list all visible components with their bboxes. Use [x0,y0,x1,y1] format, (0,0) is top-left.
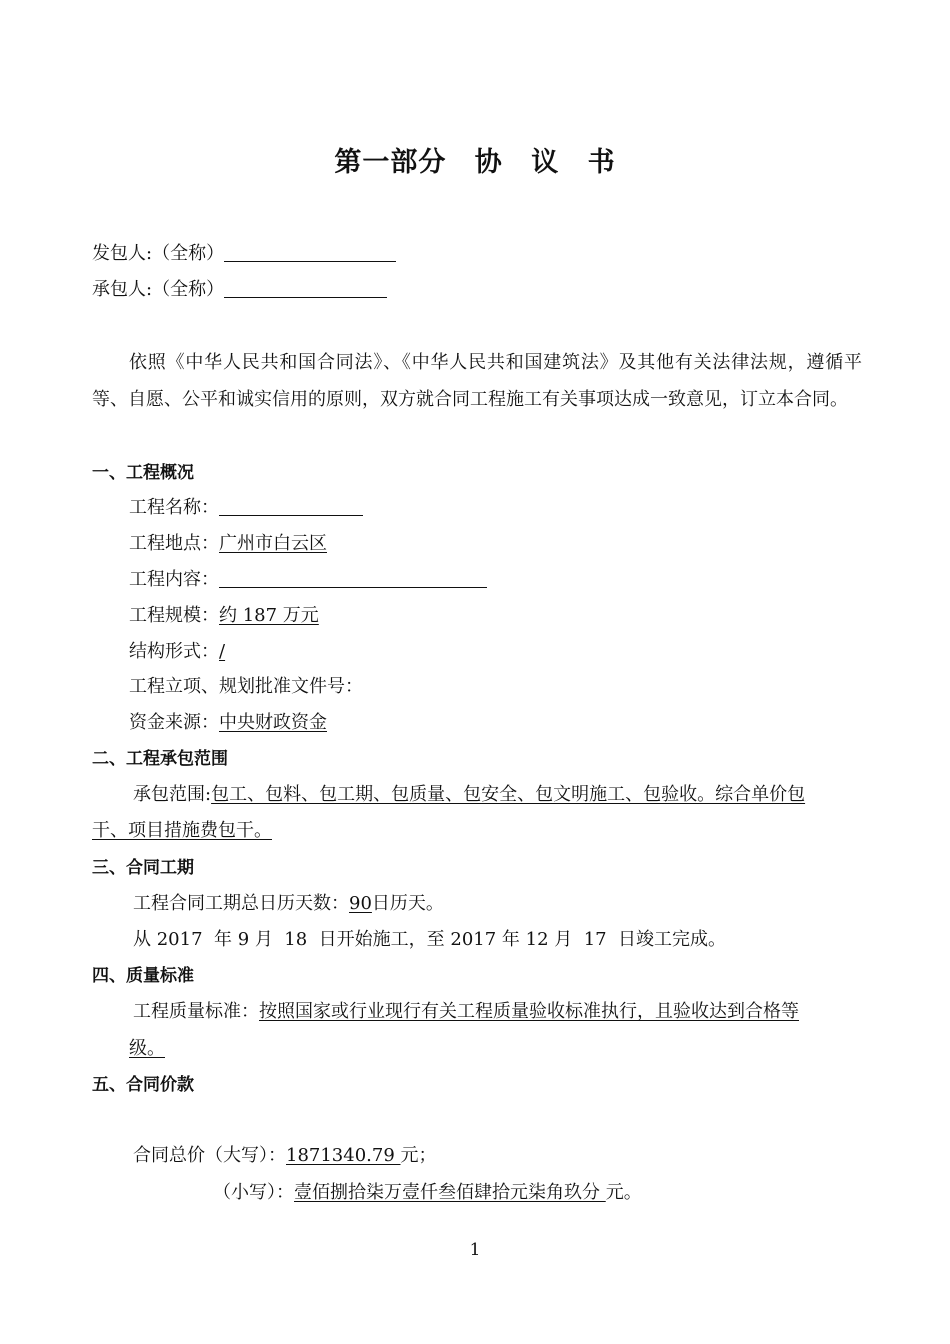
project-content-line [129,568,487,592]
approval-line [129,675,363,699]
title-char-1: 协 [474,147,503,178]
project-location-value: 广州市白云区 [219,533,327,554]
project-content-label: 工程内容： [129,569,219,590]
scope-value-1: 包工、包料、包工期、包质量、包安全、包文明施工、包验收。综合单价包 [211,784,806,805]
section-3-heading: 三、合同工期 [92,858,194,878]
price-upper-unit: 元； [400,1145,437,1166]
contractor-line [92,278,387,302]
section-4-heading: 四、质量标准 [92,966,194,986]
funding-value: 中央财政资金 [219,712,327,733]
section-2-heading: 二、工程承包范围 [92,749,228,769]
funding-line [129,711,327,735]
price-upper-value: 1871340.79 [286,1145,401,1166]
employer-blank[interactable] [224,243,396,262]
employer-label: 发包人:（全称） [92,243,225,264]
period-line: 从 2017 年 9 月 18 日开始施工，至 2017 年 12 月 17 日竣工完成。 [133,929,727,950]
section-5-heading: 五、合同价款 [92,1075,194,1095]
duration-value: 90 [349,893,372,914]
contractor-label: 承包人:（全称） [92,279,225,300]
approval-label: 工程立项、规划批准文件号： [129,676,363,697]
scope-line-1 [133,783,805,807]
price-lower-unit: 元。 [605,1182,642,1203]
contractor-blank[interactable] [224,279,387,298]
scope-line-2 [92,819,272,843]
funding-label: 资金来源： [129,712,219,733]
title-part: 第一部分 [334,147,447,178]
project-name-line [129,496,363,520]
duration-label: 工程合同工期总日历天数： [133,893,349,914]
price-lower-label: （小写）： [213,1182,294,1203]
title-char-3: 书 [587,147,616,178]
structure-line [129,640,225,664]
project-name-blank[interactable] [219,497,363,516]
employer-line [92,242,396,266]
quality-value-2: 级。 [129,1038,165,1059]
project-scale-label: 工程规模： [129,605,219,626]
scope-value-2: 干、项目措施费包干。 [92,820,272,841]
price-upper-line [133,1144,437,1168]
quality-value-1: 按照国家或行业现行有关工程质量验收标准执行，且验收达到合格等 [259,1001,799,1022]
page-number: 1 [469,1240,481,1260]
structure-label: 结构形式： [129,641,219,662]
price-lower-value: 壹佰捌拾柒万壹仟叁佰肆拾元柒角玖分 [294,1182,606,1203]
project-location-label: 工程地点： [129,533,219,554]
price-lower-line [213,1181,642,1205]
structure-value: / [219,641,226,662]
intro-paragraph: 依照《中华人民共和国合同法》、《中华人民共和国建筑法》及其他有关法律法规，遵循平等、自愿、公平和诚实信用的原则，双方就合同工程施工有关事项达成一致意见，订立本合同。 [92,352,862,410]
project-scale-line [129,604,319,628]
quality-line-1 [133,1000,799,1024]
project-scale-value: 约 187 万元 [219,605,319,626]
duration-unit: 日历天。 [371,893,444,914]
duration-line [133,892,444,916]
project-location-line [129,532,327,556]
title-char-2: 议 [531,147,560,178]
quality-label: 工程质量标准： [133,1001,259,1022]
section-1-heading: 一、工程概况 [92,463,194,483]
price-upper-label: 合同总价（大写）： [133,1145,286,1166]
page-title [0,140,950,179]
project-content-blank[interactable] [219,569,487,588]
quality-line-2 [129,1037,179,1061]
project-name-label: 工程名称： [129,497,219,518]
scope-label: 承包范围: [133,784,212,805]
